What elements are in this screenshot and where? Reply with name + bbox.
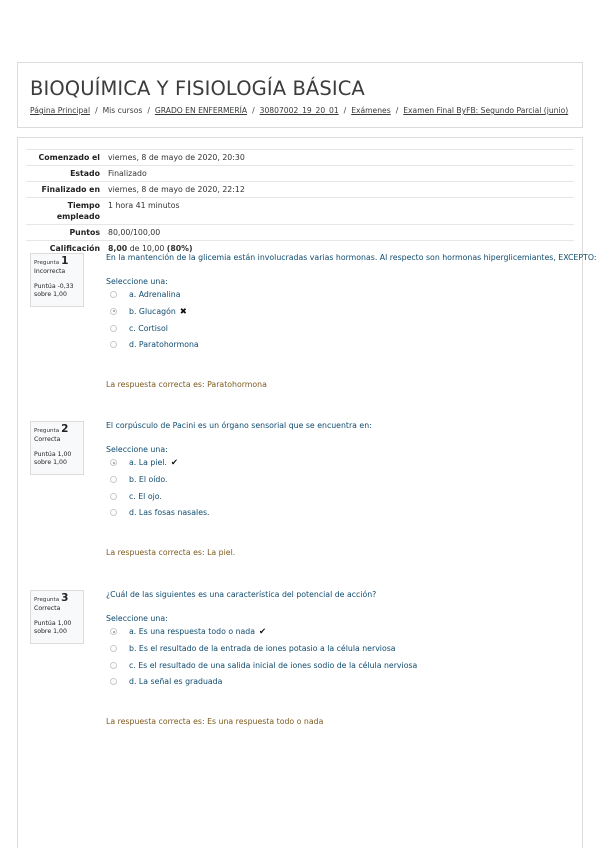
summary-value: viernes, 8 de mayo de 2020, 20:30 [108,153,245,162]
question-number: 3 [61,592,69,604]
incorrect-icon: ✖ [179,306,187,317]
breadcrumb-separator: / [95,106,98,115]
question-label: Pregunta [34,428,60,434]
quiz-review-region [17,137,597,848]
answer-prompt: Seleccione una: [106,277,168,286]
answer-label: c. El ojo. [129,491,162,501]
question-state: Correcta [34,605,61,612]
answer-label: a. Adrenalina [129,290,181,299]
breadcrumb-separator: / [395,106,399,115]
summary-value: 1 hora 41 minutos [108,201,180,210]
summary-row [26,182,574,198]
page-header [17,62,583,128]
summary-value: 80,00/100,00 [108,228,161,237]
summary-label: Puntos [69,228,100,237]
breadcrumb-degree[interactable]: GRADO EN ENFERMERÍA [154,106,248,115]
radio-button[interactable] [110,662,117,669]
answer-label: b. Glucagón [129,306,176,316]
question-state: Correcta [34,436,61,443]
answer-prompt: Seleccione una: [106,445,168,454]
answer-prompt: Seleccione una: [106,614,168,623]
breadcrumb-home[interactable]: Página Principal [30,106,91,115]
summary-row [26,166,574,182]
grade-score: 8,00 [108,244,128,253]
answer-label: c. Cortisol [129,323,168,333]
radio-button-selected[interactable] [110,628,117,635]
summary-row [26,198,574,225]
course-title: BIOQUÍMICA Y FISIOLOGÍA BÁSICA [30,77,365,100]
grade-percent: (80%) [166,244,193,253]
question-number: 1 [61,255,69,267]
summary-value: viernes, 8 de mayo de 2020, 22:12 [108,185,245,194]
right-answer-feedback: La respuesta correcta es: La piel. [106,548,236,557]
answer-label: b. Es el resultado de la entrada de iones potasio a la célula nerviosa [129,643,396,653]
question-grade: Puntúa 1,00 sobre 1,00 [34,451,72,466]
answer-label-wrap [129,307,187,317]
answer-label: d. Paratohormona [129,340,199,350]
radio-button[interactable] [110,493,117,500]
radio-button[interactable] [110,476,117,483]
question-grade: Puntúa 1,00 sobre 1,00 [34,620,72,635]
summary-label: Finalizado en [41,185,100,194]
question-info [30,253,84,307]
answer-label-wrap [129,458,178,468]
summary-label: Comenzado el [38,153,100,162]
question-grade: Puntúa -0,33 sobre 1,00 [34,283,74,298]
answer-label: d. Las fosas nasales. [129,508,210,518]
radio-button[interactable] [110,325,117,332]
question-info [30,421,84,475]
question-number: 2 [61,423,69,435]
breadcrumb-exams[interactable]: Exámenes [351,106,391,115]
radio-button-selected[interactable] [110,308,117,315]
question-info [30,590,84,644]
answer-label: b. El oído. [129,474,168,484]
summary-label: Tiempo empleado [56,201,100,221]
breadcrumb-my-courses: Mis cursos [102,106,143,115]
question-text: El corpúsculo de Pacini es un órgano sensorial que se encuentra en: [106,421,372,430]
question-text: En la mantención de la glicemia están involucradas varias hormonas. Al respecto son hormonas hiperglicemiantes, EXCEPTO: [106,253,597,262]
question-text: ¿Cuál de las siguientes es una característica del potencial de acción? [106,590,377,599]
right-answer-feedback: La respuesta correcta es: Es una respuesta todo o nada [106,717,324,726]
summary-value: Finalizado [108,169,147,178]
answer-label: c. Es el resultado de una salida inicial de iones sodio de la célula nerviosa [129,660,418,670]
answer-label: a. La piel. [129,458,167,467]
breadcrumb [30,106,568,115]
breadcrumb-separator: / [147,106,150,115]
summary-row [26,150,574,166]
radio-button[interactable] [110,645,117,652]
breadcrumb-separator: / [343,106,347,115]
question-state: Incorrecta [34,268,66,275]
radio-button[interactable] [110,678,117,685]
breadcrumb-quiz[interactable]: Examen Final ByFB: Segundo Parcial (junio) [403,106,569,115]
answer-label: d. La señal es graduada [129,677,223,687]
summary-row [26,225,574,241]
summary-label: Calificación [49,244,100,253]
answer-label: a. Es una respuesta todo o nada [129,627,256,636]
check-icon: ✔ [170,458,179,468]
radio-button[interactable] [110,509,117,516]
breadcrumb-separator: / [252,106,255,115]
answer-label-wrap [129,627,266,637]
right-answer-feedback: La respuesta correcta es: Paratohormona [106,380,267,389]
question-label: Pregunta [34,597,60,603]
question-label: Pregunta [34,260,60,266]
breadcrumb-course-code[interactable]: 30807002_19_20_01 [259,106,339,115]
summary-label: Estado [70,169,100,178]
radio-button[interactable] [110,341,117,348]
radio-button[interactable] [110,291,117,298]
grade-out-of: de 10,00 [129,244,165,253]
attempt-summary-table [26,149,574,256]
check-icon: ✔ [259,627,267,637]
radio-button-selected[interactable] [110,459,117,466]
